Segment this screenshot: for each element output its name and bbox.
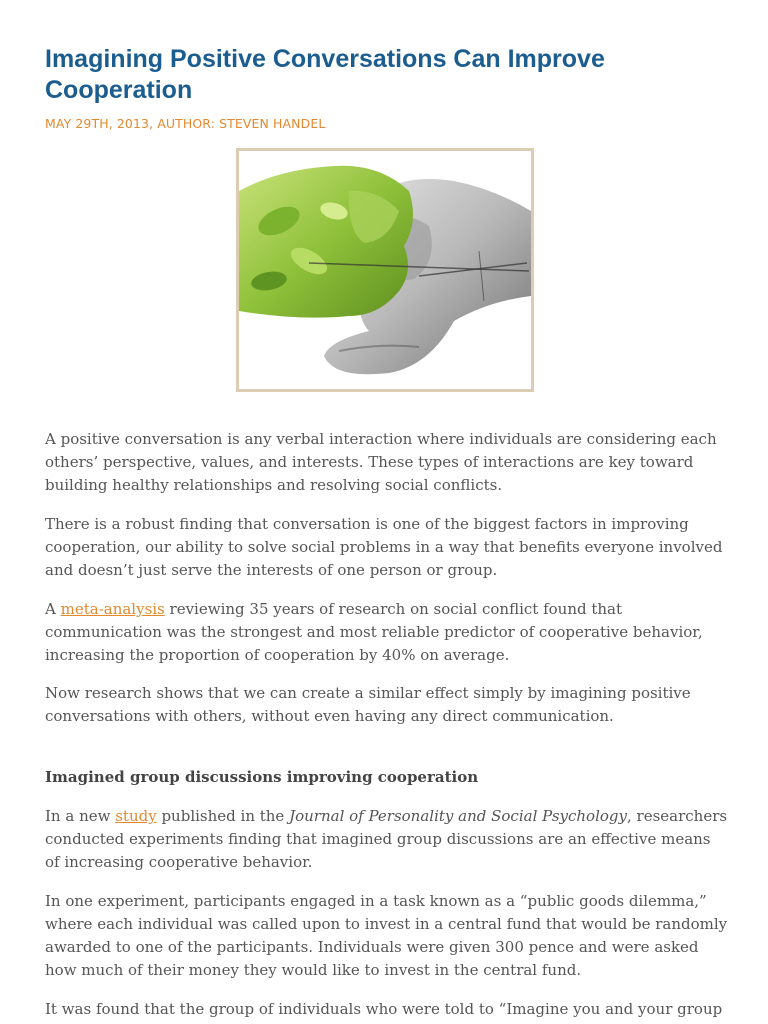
meta-analysis-link[interactable]: meta-analysis [60, 600, 165, 618]
article-image [236, 148, 534, 392]
paragraph-experiment: In one experiment, participants engaged in a task known as a “public goods dilemma,” where each individual was called upon to invest in a central fund that would be randomly awarded to one of the participants. Individuals were given 300 pence and were asked how much of their money they would like to invest in the central fund. [45, 892, 728, 979]
paragraph-text: published in the [156, 807, 290, 825]
article-title[interactable]: Imagining Positive Conversations Can Improve Cooperation [45, 45, 605, 104]
paragraph-text: A [45, 600, 61, 618]
study-link[interactable]: study [115, 807, 157, 825]
paragraph-results: It was found that the group of individuals who were told to “Imagine you and your group [45, 1000, 723, 1018]
paragraph-robust-finding: There is a robust finding that conversation is one of the biggest factors in improving cooperation, our ability to solve social problems in a way that benefits everyone involved and doesn’t just serve the interests of one person or group. [45, 515, 723, 579]
paragraph-study [45, 805, 729, 874]
article-meta: MAY 29TH, 2013, AUTHOR: STEVEN HANDEL [45, 116, 326, 131]
paragraph-text: reviewing 35 years of research on social conflict found that communication was the strongest and most reliable predictor of cooperative behavior, increasing the proportion of cooperation by 40% on average. [45, 600, 703, 664]
section-heading: Imagined group discussions improving cooperation [45, 768, 479, 786]
handshake-illustration-icon [239, 151, 531, 389]
paragraph-intro: A positive conversation is any verbal interaction where individuals are considering each others’ perspective, values, and interests. These types of interactions are key toward building healthy relationships and resolving social conflicts. [45, 430, 717, 494]
paragraph-text: In a new [45, 807, 116, 825]
paragraph-text: , researchers conducted experiments finding that imagined group discussions are an effective means of increasing cooperative behavior. [45, 807, 728, 871]
paragraph-new-research: Now research shows that we can create a similar effect simply by imagining positive conversations with others, without even having any direct communication. [45, 684, 691, 725]
journal-name: Journal of Personality and Social Psychology [289, 807, 627, 825]
paragraph-meta-analysis [45, 598, 729, 667]
